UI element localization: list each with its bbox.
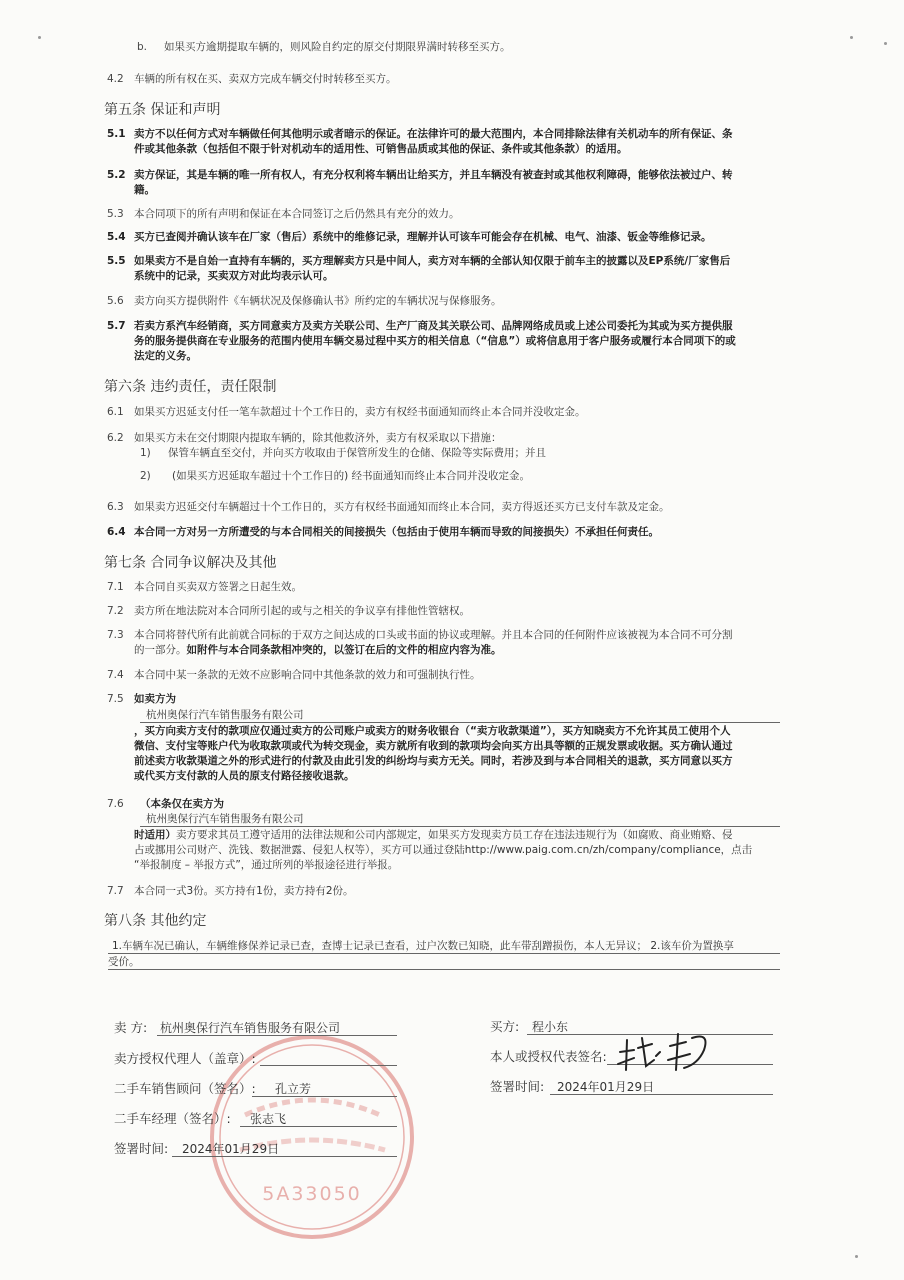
section-heading: 第六条 违约责任，责任限制 [104, 379, 277, 395]
item-marker: b. [137, 41, 148, 53]
clause-number: 6.2 [107, 432, 124, 444]
clause-text: 如果买方未在交付期限内提取车辆的，除其他救济外，卖方有权采取以下措施： [134, 432, 502, 444]
clause-text: 卖方所在地法院对本合同所引起的或与之相关的争议享有排他性管辖权。 [134, 605, 470, 617]
clause-number: 5.5 [107, 255, 126, 267]
section-heading: 第七条 合同争议解决及其他 [104, 555, 277, 571]
clause-number: 5.2 [107, 169, 126, 181]
seller-company-field: 杭州奥保行汽车销售服务有限公司 [146, 709, 304, 721]
clause-number: 7.6 [107, 798, 124, 810]
section-heading: 第五条 保证和声明 [104, 102, 221, 118]
clause-text-bold: 时适用） [134, 829, 176, 841]
sales-advisor-label: 二手车销售顾问（签名）: [114, 1081, 256, 1096]
item-marker: 1) [140, 447, 151, 459]
clause-text-plain: 的一部分。 [134, 644, 187, 656]
clause-text: 系统中的记录，买卖双方对此均表示认可。 [134, 270, 334, 282]
sales-advisor-underline [252, 1096, 397, 1097]
clause-number: 7.3 [107, 629, 124, 641]
clause-number: 5.1 [107, 128, 126, 140]
other-terms-text: 受价。 [108, 956, 140, 968]
stamp-number: 5A33050 [262, 1183, 362, 1205]
other-terms-underline [108, 969, 780, 970]
clause-label: （本条仅在卖方为 [140, 798, 224, 810]
manager-field: 张志飞 [250, 1112, 287, 1126]
clause-text: 如果卖方不是自始一直持有车辆的，买方理解卖方只是中间人，卖方对车辆的全部认知仅限于前车主的披露以及EP系统/厂家售后 [134, 255, 731, 267]
clause-text: 保管车辆直至交付，并向买方收取由于保管所发生的仓储、保险等实际费用；并且 [168, 447, 546, 459]
seller-date-label: 签署时间: [114, 1141, 169, 1156]
section-heading: 第八条 其他约定 [104, 913, 207, 929]
buyer-signature-label: 本人或授权代表签名: [490, 1049, 607, 1064]
clause-text: 占或挪用公司财产、洗钱、数据泄露、侵犯人权等），买方可以通过登陆http://www.paig.com.cn/zh/company/compliance，点击 [134, 844, 753, 856]
clause-text: 车辆的所有权在买、卖双方完成车辆交付时转移至买方。 [134, 73, 397, 85]
clause-text: 如果买方迟延支付任一笔车款超过十个工作日的，卖方有权经书面通知而终止本合同并没收定金。 [134, 406, 586, 418]
clause-text: 本合同将替代所有此前就合同标的于双方之间达成的口头或书面的协议或理解。并且本合同的任何附件应该被视为本合同不可分割 [134, 629, 733, 641]
clause-text: 如果卖方迟延交付车辆超过十个工作日的，买方有权经书面通知而终止本合同，卖方得返还买方已支付车款及定金。 [134, 501, 670, 513]
clause-text: 卖方不以任何方式对车辆做任何其他明示或者暗示的保证。在法律许可的最大范围内，本合同排除法律有关机动车的所有保证、条 [134, 128, 733, 140]
clause-text-plain: 卖方要求其员工遵守适用的法律法规和公司内部规定，如果买方发现卖方员工存在违法违规行为（如腐败、商业贿赂、侵 [176, 829, 733, 841]
seller-date-field: 2024年01月29日 [182, 1142, 280, 1156]
clause-text: 籍。 [134, 184, 155, 196]
seller-agent-label: 卖方授权代理人（盖章）: [114, 1051, 256, 1066]
company-field-underline [140, 722, 780, 723]
scan-speck [855, 1255, 858, 1258]
clause-label: 如卖方为 [134, 693, 176, 705]
buyer-label: 买方: [490, 1019, 520, 1034]
clause-text: 件或其他条款（包括但不限于针对机动车的适用性、可销售品质或其他的保证、条件或其他条款）的适用。 [134, 143, 628, 155]
clause-text: “举报制度 – 举报方式”，通过所列的举报途径进行举报。 [134, 859, 399, 871]
clause-number: 5.6 [107, 295, 124, 307]
item-marker: 2) [140, 470, 151, 482]
clause-text: 本合同自买卖双方签署之日起生效。 [134, 581, 302, 593]
clause-number: 7.2 [107, 605, 124, 617]
clause-text: (如果买方迟延取车超过十个工作日的) 经书面通知而终止本合同并没收定金。 [172, 470, 531, 482]
seller-name-underline [157, 1035, 397, 1036]
clause-text [134, 828, 733, 842]
manager-underline [240, 1126, 397, 1127]
clause-text [134, 643, 502, 657]
manager-label: 二手车经理（签名）: [114, 1111, 231, 1126]
clause-text-bold: 如附件与本合同条款相冲突的，以签订在后的文件的相应内容为准。 [186, 644, 502, 656]
scan-speck [850, 36, 853, 39]
clause-text: 卖方向买方提供附件《车辆状况及保修确认书》所约定的车辆状况与保修服务。 [134, 295, 502, 307]
buyer-date-field: 2024年01月29日 [557, 1080, 655, 1094]
clause-text: 本合同一方对另一方所遭受的与本合同相关的间接损失（包括由于使用车辆而导致的间接损失）不承担任何责任。 [134, 526, 659, 538]
clause-text: 如果买方逾期提取车辆的，则风险自约定的原交付期限界满时转移至买方。 [164, 41, 511, 53]
seller-date-underline [172, 1156, 397, 1157]
buyer-handwritten-signature [612, 1030, 717, 1074]
seller-company-field: 杭州奥保行汽车销售服务有限公司 [146, 813, 304, 825]
buyer-date-label: 签署时间: [490, 1079, 545, 1094]
clause-number: 7.1 [107, 581, 124, 593]
buyer-date-underline [550, 1094, 773, 1095]
clause-number: 6.4 [107, 526, 126, 538]
clause-number: 4.2 [107, 73, 124, 85]
other-terms-text: 1.车辆车况已确认，车辆维修保养记录已查，查博士记录已查看，过户次数已知晓，此车带刮蹭损伤，本人无异议； 2.该车价为置换享 [112, 940, 734, 952]
other-terms-underline [108, 953, 780, 954]
clause-text: 微信、支付宝等账户代为收取款项或代为转交现金，卖方就所有收到的款项均会向买方出具等额的正规发票或收据。买方确认通过 [134, 740, 733, 752]
clause-text: 务的服务提供商在专业服务的范围内使用车辆交易过程中买方的相关信息（“信息”）或将信息用于客户服务或履行本合同项下的或 [134, 335, 736, 347]
clause-number: 5.4 [107, 231, 126, 243]
clause-text: 前述卖方收款渠道之外的形式进行的付款及由此引发的纠纷均与卖方无关。同时，若涉及到与本合同相关的退款，买方同意以买方 [134, 755, 733, 767]
buyer-name-field: 程小东 [532, 1020, 569, 1034]
seller-agent-field[interactable] [260, 1065, 397, 1066]
clause-text: 本合同项下的所有声明和保证在本合同签订之后仍然具有充分的效力。 [134, 208, 460, 220]
clause-text: 若卖方系汽车经销商，买方同意卖方及卖方关联公司、生产厂商及其关联公司、品牌网络成员或上述公司委托为其或为买方提供服 [134, 320, 733, 332]
seller-name-field: 杭州奥保行汽车销售服务有限公司 [160, 1021, 341, 1035]
company-field-underline [140, 826, 780, 827]
clause-text: 本合同一式3份。买方持有1份，卖方持有2份。 [134, 885, 354, 897]
scan-speck [38, 36, 41, 39]
clause-number: 6.1 [107, 406, 124, 418]
sales-advisor-field: 孔立芳 [275, 1082, 312, 1096]
seller-label: 卖 方: [114, 1020, 148, 1035]
clause-text: 卖方保证，其是车辆的唯一所有权人，有充分权利将车辆出让给买方，并且车辆没有被查封或其他权利障碍，能够依法被过户、转 [134, 169, 733, 181]
clause-text: ，买方向卖方支付的款项应仅通过卖方的公司账户或卖方的财务收银台（“卖方收款渠道”），买方知晓卖方不允许其员工使用个人 [134, 725, 731, 737]
clause-number: 7.4 [107, 669, 124, 681]
clause-number: 5.7 [107, 320, 126, 332]
clause-number: 6.3 [107, 501, 124, 513]
clause-number: 5.3 [107, 208, 124, 220]
clause-number: 7.5 [107, 693, 124, 705]
clause-text: 或代买方支付款的人员的原支付路径接收退款。 [134, 770, 355, 782]
clause-text: 买方已查阅并确认该车在厂家（售后）系统中的维修记录，理解并认可该车可能会存在机械、电气、油漆、钣金等维修记录。 [134, 231, 712, 243]
clause-number: 7.7 [107, 885, 124, 897]
clause-text: 法定的义务。 [134, 350, 197, 362]
clause-text: 本合同中某一条款的无效不应影响合同中其他条款的效力和可强制执行性。 [134, 669, 481, 681]
scan-speck [884, 42, 887, 45]
